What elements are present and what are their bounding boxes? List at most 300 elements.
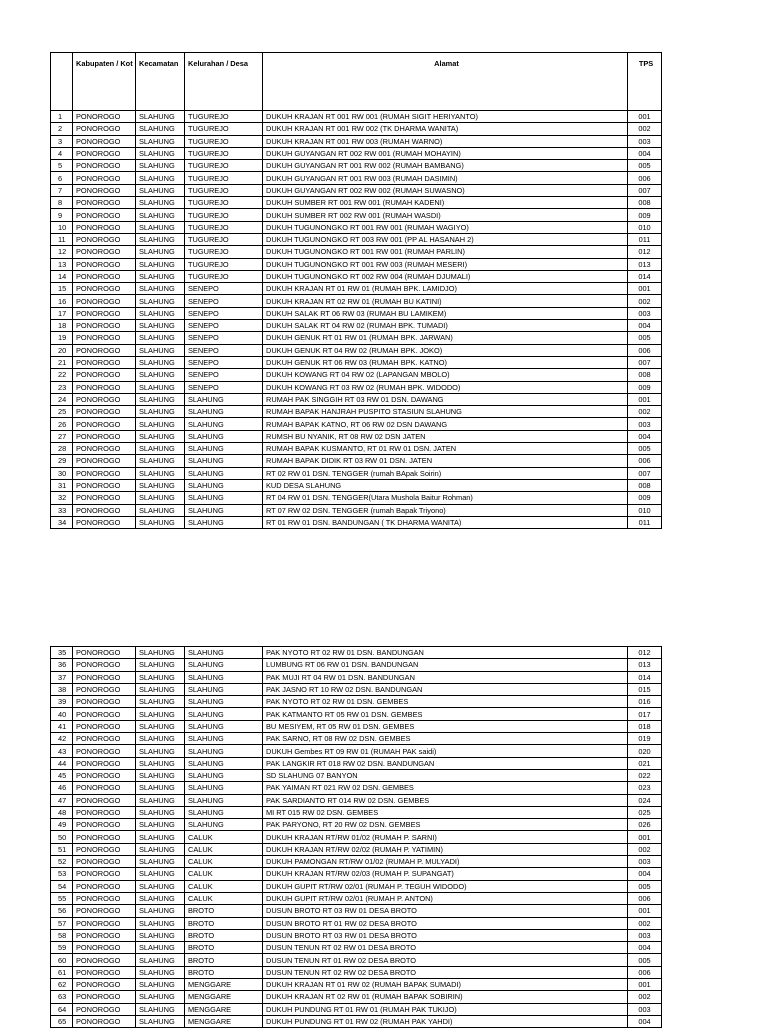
cell-kabupaten: PONOROGO — [73, 647, 136, 659]
cell-no: 21 — [51, 356, 73, 368]
cell-kabupaten: PONOROGO — [73, 455, 136, 467]
cell-kelurahan: SLAHUNG — [185, 708, 263, 720]
cell-alamat: DUKUH GENUK RT 06 RW 03 (RUMAH BPK. KATNO) — [263, 356, 628, 368]
table-row — [51, 516, 662, 528]
cell-no: 49 — [51, 819, 73, 831]
cell-no: 65 — [51, 1015, 73, 1027]
cell-no: 59 — [51, 942, 73, 954]
table-row — [51, 479, 662, 491]
cell-kelurahan: CALUK — [185, 843, 263, 855]
cell-tps: 006 — [628, 344, 662, 356]
table-row — [51, 197, 662, 209]
cell-tps: 004 — [628, 868, 662, 880]
cell-kelurahan: SLAHUNG — [185, 757, 263, 769]
cell-alamat: DUKUH TUGUNONGKO RT 002 RW 004 (RUMAH DJUMALI) — [263, 270, 628, 282]
cell-tps: 002 — [628, 295, 662, 307]
cell-kelurahan: SENEPO — [185, 320, 263, 332]
cell-alamat: DUKUH KOWANG RT 04 RW 02 (LAPANGAN MBOLO) — [263, 369, 628, 381]
cell-no: 6 — [51, 172, 73, 184]
cell-tps: 007 — [628, 184, 662, 196]
cell-kecamatan: SLAHUNG — [136, 369, 185, 381]
cell-tps: 003 — [628, 307, 662, 319]
cell-kecamatan: SLAHUNG — [136, 123, 185, 135]
cell-alamat: RUMAH BAPAK KATNO, RT 06 RW 02 DSN DAWANG — [263, 418, 628, 430]
cell-kecamatan: SLAHUNG — [136, 782, 185, 794]
cell-alamat: RUMAH PAK SINGGIH RT 03 RW 01 DSN. DAWANG — [263, 393, 628, 405]
table-row — [51, 856, 662, 868]
cell-kelurahan: CALUK — [185, 868, 263, 880]
cell-kecamatan: SLAHUNG — [136, 147, 185, 159]
cell-kelurahan: TUGUREJO — [185, 111, 263, 123]
cell-alamat: DUKUH GENUK RT 01 RW 01 (RUMAH BPK. JARWAN) — [263, 332, 628, 344]
cell-no: 46 — [51, 782, 73, 794]
cell-alamat: DUKUH GENUK RT 04 RW 02 (RUMAH BPK. JOKO) — [263, 344, 628, 356]
cell-kecamatan: SLAHUNG — [136, 806, 185, 818]
cell-no: 64 — [51, 1003, 73, 1015]
cell-kabupaten: PONOROGO — [73, 504, 136, 516]
cell-tps: 001 — [628, 111, 662, 123]
cell-alamat: DUKUH PUNDUNG RT 01 RW 02 (RUMAH PAK YAHDI) — [263, 1015, 628, 1027]
cell-tps: 018 — [628, 720, 662, 732]
table-row — [51, 172, 662, 184]
cell-kelurahan: CALUK — [185, 880, 263, 892]
cell-kelurahan: BROTO — [185, 954, 263, 966]
cell-tps: 001 — [628, 831, 662, 843]
cell-kabupaten: PONOROGO — [73, 794, 136, 806]
cell-no: 55 — [51, 892, 73, 904]
cell-no: 30 — [51, 467, 73, 479]
cell-no: 2 — [51, 123, 73, 135]
cell-kecamatan: SLAHUNG — [136, 135, 185, 147]
table-row — [51, 1015, 662, 1027]
cell-kabupaten: PONOROGO — [73, 233, 136, 245]
table-row — [51, 307, 662, 319]
cell-kecamatan: SLAHUNG — [136, 258, 185, 270]
cell-alamat: RUMAH BAPAK KUSMANTO, RT 01 RW 01 DSN. JATEN — [263, 443, 628, 455]
cell-kelurahan: TUGUREJO — [185, 123, 263, 135]
cell-alamat: DUKUH KRAJAN RT/RW 02/03 (RUMAH P. SUPANGAT) — [263, 868, 628, 880]
cell-kecamatan: SLAHUNG — [136, 979, 185, 991]
cell-alamat: RT 04 RW 01 DSN. TENGGER(Utara Mushola Baitur Rohman) — [263, 492, 628, 504]
cell-kabupaten: PONOROGO — [73, 197, 136, 209]
cell-tps: 006 — [628, 966, 662, 978]
cell-no: 39 — [51, 696, 73, 708]
table-row — [51, 467, 662, 479]
cell-kecamatan: SLAHUNG — [136, 794, 185, 806]
cell-alamat: DUKUH KRAJAN RT 001 RW 002 (TK DHARMA WANITA) — [263, 123, 628, 135]
cell-no: 33 — [51, 504, 73, 516]
cell-no: 35 — [51, 647, 73, 659]
cell-alamat: DUKUH KRAJAN RT 001 RW 001 (RUMAH SIGIT HERIYANTO) — [263, 111, 628, 123]
cell-kabupaten: PONOROGO — [73, 320, 136, 332]
cell-tps: 011 — [628, 233, 662, 245]
cell-no: 13 — [51, 258, 73, 270]
cell-kabupaten: PONOROGO — [73, 757, 136, 769]
table-row — [51, 221, 662, 233]
cell-kecamatan: SLAHUNG — [136, 320, 185, 332]
cell-kecamatan: SLAHUNG — [136, 295, 185, 307]
cell-tps: 025 — [628, 806, 662, 818]
cell-tps: 024 — [628, 794, 662, 806]
cell-kelurahan: BROTO — [185, 905, 263, 917]
cell-no: 3 — [51, 135, 73, 147]
table-row — [51, 979, 662, 991]
table-row — [51, 369, 662, 381]
cell-alamat: DUKUH KOWANG RT 03 RW 02 (RUMAH BPK. WIDODO) — [263, 381, 628, 393]
cell-kecamatan: SLAHUNG — [136, 455, 185, 467]
cell-no: 34 — [51, 516, 73, 528]
cell-kabupaten: PONOROGO — [73, 369, 136, 381]
cell-kabupaten: PONOROGO — [73, 745, 136, 757]
cell-kabupaten: PONOROGO — [73, 659, 136, 671]
cell-tps: 016 — [628, 696, 662, 708]
cell-kecamatan: SLAHUNG — [136, 504, 185, 516]
cell-tps: 013 — [628, 659, 662, 671]
cell-no: 31 — [51, 479, 73, 491]
table-row — [51, 868, 662, 880]
cell-kelurahan: CALUK — [185, 831, 263, 843]
cell-kelurahan: SLAHUNG — [185, 683, 263, 695]
cell-tps: 014 — [628, 270, 662, 282]
cell-alamat: DUKUH GUPIT RT/RW 02/01 (RUMAH P. ANTON) — [263, 892, 628, 904]
cell-no: 26 — [51, 418, 73, 430]
cell-kabupaten: PONOROGO — [73, 892, 136, 904]
cell-alamat: DUSUN TENUN RT 01 RW 02 DESA BROTO — [263, 954, 628, 966]
cell-tps: 005 — [628, 443, 662, 455]
table-row — [51, 708, 662, 720]
cell-tps: 006 — [628, 892, 662, 904]
cell-tps: 004 — [628, 430, 662, 442]
cell-kabupaten: PONOROGO — [73, 929, 136, 941]
cell-alamat: RUMSH BU NYANIK, RT 08 RW 02 DSN JATEN — [263, 430, 628, 442]
cell-tps: 011 — [628, 516, 662, 528]
cell-kecamatan: SLAHUNG — [136, 954, 185, 966]
cell-kelurahan: SLAHUNG — [185, 418, 263, 430]
cell-no: 10 — [51, 221, 73, 233]
cell-tps: 005 — [628, 880, 662, 892]
cell-alamat: DUSUN TENUN RT 02 RW 02 DESA BROTO — [263, 966, 628, 978]
cell-tps: 004 — [628, 320, 662, 332]
cell-kelurahan: SLAHUNG — [185, 819, 263, 831]
table-row — [51, 745, 662, 757]
cell-no: 38 — [51, 683, 73, 695]
cell-kabupaten: PONOROGO — [73, 683, 136, 695]
cell-kabupaten: PONOROGO — [73, 843, 136, 855]
cell-kabupaten: PONOROGO — [73, 806, 136, 818]
table-row — [51, 794, 662, 806]
cell-no: 23 — [51, 381, 73, 393]
cell-tps: 002 — [628, 406, 662, 418]
table-row — [51, 892, 662, 904]
cell-kecamatan: SLAHUNG — [136, 246, 185, 258]
cell-tps: 003 — [628, 418, 662, 430]
cell-no: 12 — [51, 246, 73, 258]
table-row — [51, 843, 662, 855]
cell-no: 58 — [51, 929, 73, 941]
table-row — [51, 671, 662, 683]
table-row — [51, 147, 662, 159]
table-row — [51, 696, 662, 708]
cell-kelurahan: SENEPO — [185, 381, 263, 393]
cell-tps: 003 — [628, 929, 662, 941]
cell-alamat: DUKUH KRAJAN RT/RW 02/02 (RUMAH P. YATIMIN) — [263, 843, 628, 855]
cell-no: 32 — [51, 492, 73, 504]
cell-no: 41 — [51, 720, 73, 732]
cell-alamat: DUSUN BROTO RT 01 RW 02 DESA BROTO — [263, 917, 628, 929]
cell-kelurahan: TUGUREJO — [185, 246, 263, 258]
cell-tps: 005 — [628, 954, 662, 966]
cell-tps: 002 — [628, 843, 662, 855]
table-row — [51, 720, 662, 732]
table-row — [51, 184, 662, 196]
cell-alamat: DUKUH SALAK RT 06 RW 03 (RUMAH BU LAMIKEM) — [263, 307, 628, 319]
cell-kabupaten: PONOROGO — [73, 356, 136, 368]
cell-no: 14 — [51, 270, 73, 282]
cell-kabupaten: PONOROGO — [73, 696, 136, 708]
cell-alamat: MI RT 015 RW 02 DSN. GEMBES — [263, 806, 628, 818]
cell-kabupaten: PONOROGO — [73, 880, 136, 892]
header-kelurahan: Kelurahan / Desa — [185, 53, 263, 111]
cell-tps: 012 — [628, 246, 662, 258]
cell-alamat: DUKUH SUMBER RT 001 RW 001 (RUMAH KADENI) — [263, 197, 628, 209]
cell-alamat: DUKUH TUGUNONGKO RT 001 RW 001 (RUMAH PARLIN) — [263, 246, 628, 258]
cell-kecamatan: SLAHUNG — [136, 393, 185, 405]
cell-kelurahan: SENEPO — [185, 344, 263, 356]
cell-no: 60 — [51, 954, 73, 966]
cell-alamat: DUKUH GUYANGAN RT 002 RW 001 (RUMAH MOHAYIN) — [263, 147, 628, 159]
cell-kecamatan: SLAHUNG — [136, 733, 185, 745]
cell-tps: 006 — [628, 455, 662, 467]
cell-kecamatan: SLAHUNG — [136, 443, 185, 455]
cell-tps: 015 — [628, 683, 662, 695]
cell-kecamatan: SLAHUNG — [136, 221, 185, 233]
cell-kelurahan: SLAHUNG — [185, 479, 263, 491]
cell-kelurahan: TUGUREJO — [185, 233, 263, 245]
cell-kecamatan: SLAHUNG — [136, 1015, 185, 1027]
cell-no: 62 — [51, 979, 73, 991]
table-row — [51, 295, 662, 307]
cell-kecamatan: SLAHUNG — [136, 406, 185, 418]
cell-alamat: PAK SARDIANTO RT 014 RW 02 DSN. GEMBES — [263, 794, 628, 806]
cell-kecamatan: SLAHUNG — [136, 831, 185, 843]
cell-kelurahan: SLAHUNG — [185, 467, 263, 479]
cell-kecamatan: SLAHUNG — [136, 467, 185, 479]
cell-alamat: DUKUH KRAJAN RT 02 RW 01 (RUMAH BAPAK SOBIRIN) — [263, 991, 628, 1003]
cell-alamat: RUMAH BAPAK HANJRAH PUSPITO STASIUN SLAHUNG — [263, 406, 628, 418]
cell-alamat: DUKUH PUNDUNG RT 01 RW 01 (RUMAH PAK TUKIJO) — [263, 1003, 628, 1015]
cell-kecamatan: SLAHUNG — [136, 659, 185, 671]
cell-kabupaten: PONOROGO — [73, 782, 136, 794]
table-row — [51, 393, 662, 405]
cell-kabupaten: PONOROGO — [73, 831, 136, 843]
table-row — [51, 258, 662, 270]
cell-no: 37 — [51, 671, 73, 683]
cell-tps: 020 — [628, 745, 662, 757]
cell-kecamatan: SLAHUNG — [136, 892, 185, 904]
cell-kelurahan: BROTO — [185, 929, 263, 941]
cell-kabupaten: PONOROGO — [73, 295, 136, 307]
cell-tps: 001 — [628, 393, 662, 405]
table-row — [51, 344, 662, 356]
cell-no: 27 — [51, 430, 73, 442]
cell-kabupaten: PONOROGO — [73, 430, 136, 442]
cell-alamat: RT 07 RW 02 DSN. TENGGER (rumah Bapak Triyono) — [263, 504, 628, 516]
cell-kabupaten: PONOROGO — [73, 733, 136, 745]
cell-kelurahan: SLAHUNG — [185, 733, 263, 745]
cell-kabupaten: PONOROGO — [73, 942, 136, 954]
cell-kabupaten: PONOROGO — [73, 443, 136, 455]
cell-no: 1 — [51, 111, 73, 123]
cell-kabupaten: PONOROGO — [73, 819, 136, 831]
cell-no: 50 — [51, 831, 73, 843]
cell-tps: 009 — [628, 209, 662, 221]
cell-alamat: PAK YAIMAN RT 021 RW 02 DSN. GEMBES — [263, 782, 628, 794]
cell-kecamatan: SLAHUNG — [136, 683, 185, 695]
cell-kabupaten: PONOROGO — [73, 720, 136, 732]
cell-kelurahan: MENGGARE — [185, 1015, 263, 1027]
table-row — [51, 905, 662, 917]
header-kabupaten: Kabupaten / Kot — [73, 53, 136, 111]
cell-kabupaten: PONOROGO — [73, 221, 136, 233]
cell-kelurahan: MENGGARE — [185, 1003, 263, 1015]
table-row — [51, 1003, 662, 1015]
cell-kelurahan: SLAHUNG — [185, 696, 263, 708]
cell-tps: 009 — [628, 381, 662, 393]
cell-kelurahan: SLAHUNG — [185, 443, 263, 455]
table-row — [51, 733, 662, 745]
cell-kelurahan: SENEPO — [185, 283, 263, 295]
cell-kabupaten: PONOROGO — [73, 979, 136, 991]
table-row — [51, 209, 662, 221]
table-body-bottom — [51, 647, 662, 1028]
cell-kecamatan: SLAHUNG — [136, 233, 185, 245]
cell-tps: 008 — [628, 369, 662, 381]
cell-kelurahan: TUGUREJO — [185, 197, 263, 209]
cell-no: 5 — [51, 160, 73, 172]
cell-kecamatan: SLAHUNG — [136, 917, 185, 929]
cell-alamat: DUKUH KRAJAN RT 02 RW 01 (RUMAH BU KATINI) — [263, 295, 628, 307]
cell-kabupaten: PONOROGO — [73, 184, 136, 196]
cell-alamat: PAK MUJI RT 04 RW 01 DSN. BANDUNGAN — [263, 671, 628, 683]
cell-kabupaten: PONOROGO — [73, 418, 136, 430]
cell-alamat: RT 02 RW 01 DSN. TENGGER (rumah BApak Soirin) — [263, 467, 628, 479]
cell-kabupaten: PONOROGO — [73, 111, 136, 123]
cell-kecamatan: SLAHUNG — [136, 332, 185, 344]
cell-kecamatan: SLAHUNG — [136, 819, 185, 831]
cell-kabupaten: PONOROGO — [73, 868, 136, 880]
cell-alamat: KUD DESA SLAHUNG — [263, 479, 628, 491]
table-row — [51, 880, 662, 892]
cell-alamat: PAK PARYONO, RT 20 RW 02 DSN. GEMBES — [263, 819, 628, 831]
cell-no: 22 — [51, 369, 73, 381]
cell-kabupaten: PONOROGO — [73, 209, 136, 221]
cell-alamat: DUKUH GUPIT RT/RW 02/01 (RUMAH P. TEGUH WIDODO) — [263, 880, 628, 892]
cell-no: 43 — [51, 745, 73, 757]
cell-kelurahan: SLAHUNG — [185, 647, 263, 659]
cell-kecamatan: SLAHUNG — [136, 880, 185, 892]
cell-alamat: LUMBUNG RT 06 RW 01 DSN. BANDUNGAN — [263, 659, 628, 671]
cell-tps: 004 — [628, 147, 662, 159]
cell-kecamatan: SLAHUNG — [136, 307, 185, 319]
cell-no: 29 — [51, 455, 73, 467]
cell-tps: 004 — [628, 942, 662, 954]
cell-alamat: RUMAH BAPAK DIDIK RT 03 RW 01 DSN. JATEN — [263, 455, 628, 467]
cell-no: 25 — [51, 406, 73, 418]
cell-no: 54 — [51, 880, 73, 892]
cell-kelurahan: SLAHUNG — [185, 455, 263, 467]
cell-kelurahan: TUGUREJO — [185, 270, 263, 282]
cell-no: 19 — [51, 332, 73, 344]
cell-kecamatan: SLAHUNG — [136, 905, 185, 917]
cell-kelurahan: TUGUREJO — [185, 135, 263, 147]
table-row — [51, 160, 662, 172]
cell-kabupaten: PONOROGO — [73, 492, 136, 504]
cell-no: 18 — [51, 320, 73, 332]
cell-kecamatan: SLAHUNG — [136, 172, 185, 184]
table-row — [51, 332, 662, 344]
cell-tps: 019 — [628, 733, 662, 745]
cell-kabupaten: PONOROGO — [73, 991, 136, 1003]
table-row — [51, 929, 662, 941]
cell-kecamatan: SLAHUNG — [136, 708, 185, 720]
cell-no: 24 — [51, 393, 73, 405]
table-row — [51, 430, 662, 442]
cell-kecamatan: SLAHUNG — [136, 492, 185, 504]
table-row — [51, 123, 662, 135]
cell-kecamatan: SLAHUNG — [136, 270, 185, 282]
cell-kelurahan: SLAHUNG — [185, 745, 263, 757]
cell-alamat: DUKUH KRAJAN RT 001 RW 003 (RUMAH WARNO) — [263, 135, 628, 147]
cell-tps: 003 — [628, 1003, 662, 1015]
cell-kelurahan: SLAHUNG — [185, 492, 263, 504]
cell-no: 7 — [51, 184, 73, 196]
cell-kabupaten: PONOROGO — [73, 172, 136, 184]
cell-alamat: PAK KATMANTO RT 05 RW 01 DSN. GEMBES — [263, 708, 628, 720]
cell-kelurahan: TUGUREJO — [185, 209, 263, 221]
cell-kecamatan: SLAHUNG — [136, 356, 185, 368]
cell-no: 51 — [51, 843, 73, 855]
header-row — [51, 53, 662, 111]
cell-no: 52 — [51, 856, 73, 868]
cell-kabupaten: PONOROGO — [73, 856, 136, 868]
cell-kabupaten: PONOROGO — [73, 258, 136, 270]
cell-kabupaten: PONOROGO — [73, 406, 136, 418]
cell-kelurahan: SLAHUNG — [185, 794, 263, 806]
cell-kelurahan: SLAHUNG — [185, 659, 263, 671]
cell-tps: 007 — [628, 356, 662, 368]
cell-kabupaten: PONOROGO — [73, 467, 136, 479]
cell-tps: 008 — [628, 197, 662, 209]
cell-tps: 005 — [628, 160, 662, 172]
cell-alamat: DUKUH KRAJAN RT 01 RW 01 (RUMAH BPK. LAMIDJO) — [263, 283, 628, 295]
cell-alamat: DUKUH TUGUNONGKO RT 001 RW 001 (RUMAH WAGIYO) — [263, 221, 628, 233]
cell-tps: 001 — [628, 905, 662, 917]
cell-no: 57 — [51, 917, 73, 929]
cell-kabupaten: PONOROGO — [73, 479, 136, 491]
table-row — [51, 806, 662, 818]
cell-tps: 010 — [628, 221, 662, 233]
table-row — [51, 233, 662, 245]
cell-kecamatan: SLAHUNG — [136, 745, 185, 757]
cell-kabupaten: PONOROGO — [73, 307, 136, 319]
cell-kecamatan: SLAHUNG — [136, 856, 185, 868]
table-row — [51, 135, 662, 147]
cell-no: 56 — [51, 905, 73, 917]
cell-no: 16 — [51, 295, 73, 307]
table-row — [51, 782, 662, 794]
cell-alamat: PAK NYOTO RT 02 RW 01 DSN. GEMBES — [263, 696, 628, 708]
cell-tps: 002 — [628, 123, 662, 135]
